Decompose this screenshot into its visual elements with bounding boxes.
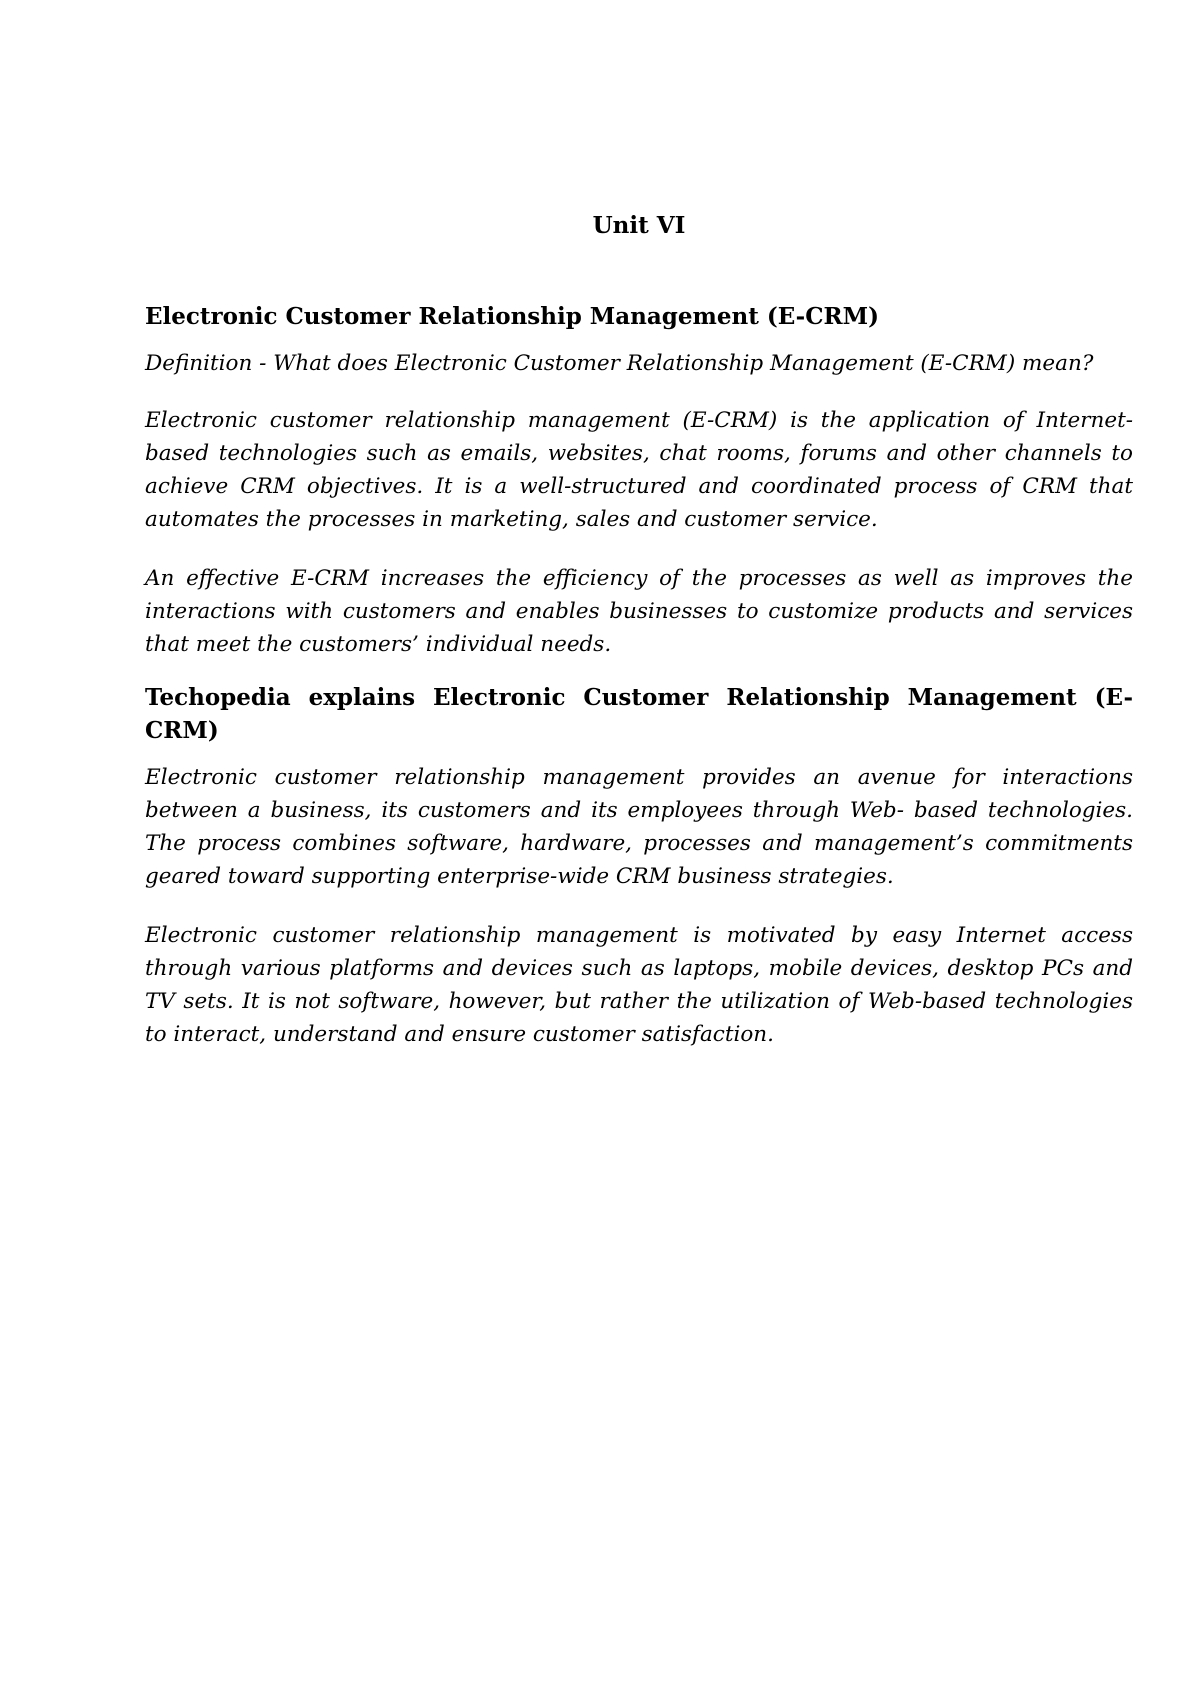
paragraph-application: Electronic customer relationship management (E-CRM) is the application of Internet-based technologies such as emails, websites, chat rooms, forums and other channels to achieve CRM objectives. It is a well-structured and coordinated process of CRM that automates the processes in marketing, sales and customer service. [145,408,1133,532]
paragraph-effective-ecrm: An effective E-CRM increases the efficiency of the processes as well as improves the interactions with customers and enables businesses to customize products and services that meet the customers’ individual needs. [145,566,1133,657]
section-heading-ecrm: Electronic Customer Relationship Management (E-CRM) [145,303,879,330]
paragraph-avenue: Electronic customer relationship management provides an avenue for interactions between a business, its customers and its employees through Web- based technologies. The process combines software, hardware, processes and management’s commitments geared toward supporting enterprise-wide CRM business strategies. [145,765,1133,889]
section-heading-techopedia: Techopedia explains Electronic Customer Relationship Management (E-CRM) [145,684,1133,744]
paragraph-motivation: Electronic customer relationship management is motivated by easy Internet access through various platforms and devices such as laptops, mobile devices, desktop PCs and TV sets. It is not software, however, but rather the utilization of Web-based technologies to interact, understand and ensure customer satisfaction. [145,923,1133,1047]
unit-title: Unit VI [592,212,686,239]
document-content [145,206,1133,1077]
definition-question: Definition - What does Electronic Customer Relationship Management (E-CRM) mean? [145,351,1094,376]
